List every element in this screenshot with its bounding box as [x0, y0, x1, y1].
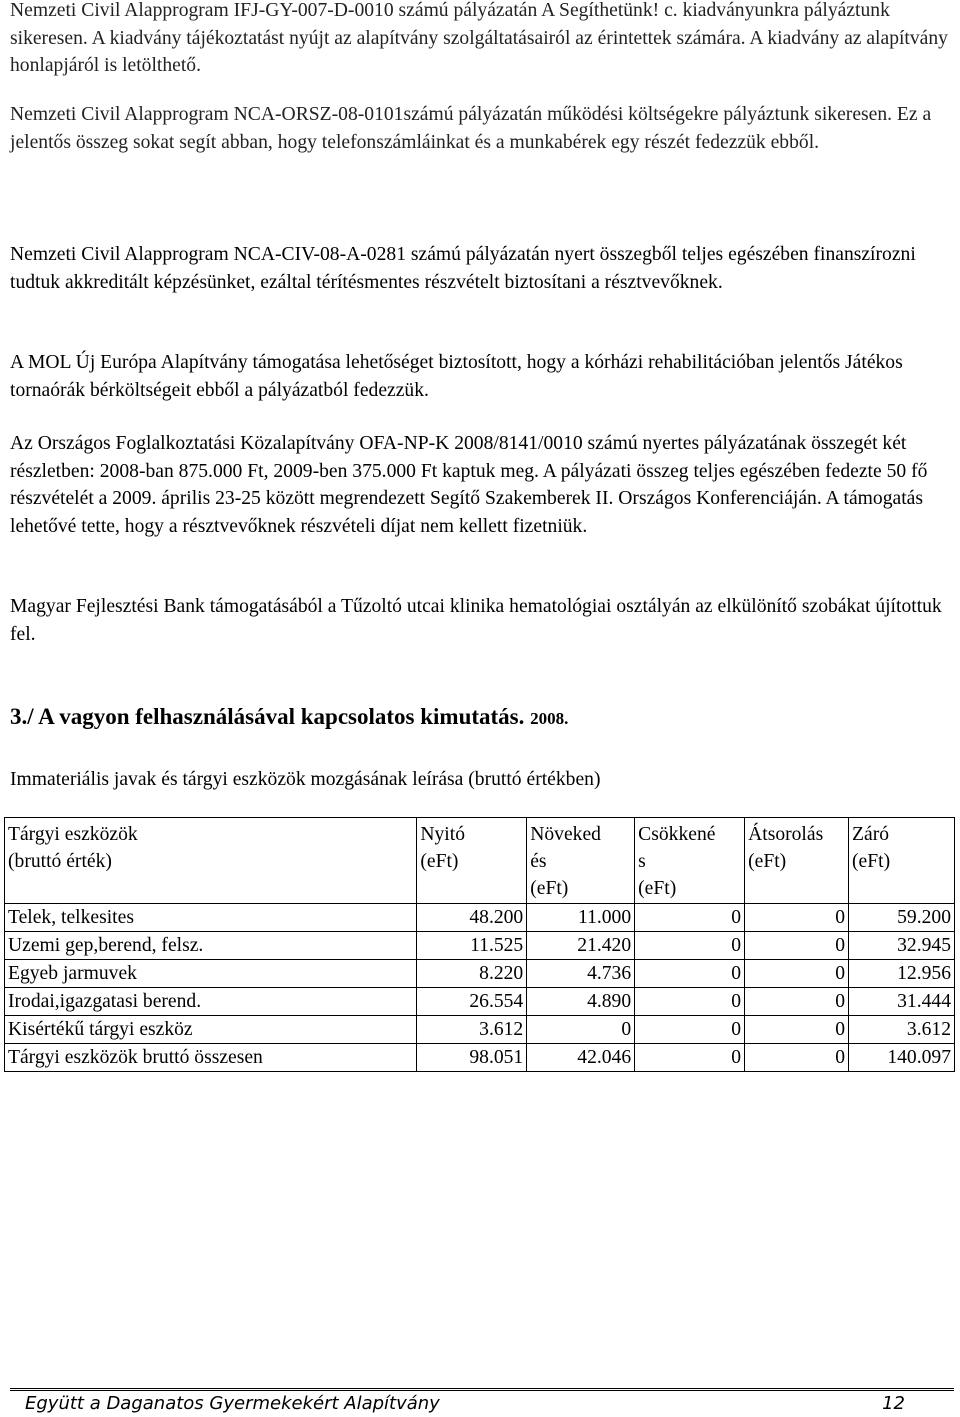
cell-asset-name: Uzemi gep,berend, felsz.	[5, 932, 417, 960]
cell-asset-name: Egyeb jarmuvek	[5, 960, 417, 988]
cell-closing: 32.945	[849, 932, 955, 960]
cell-reclassification: 0	[745, 1016, 849, 1044]
cell-decrease: 0	[635, 1016, 745, 1044]
section-subtitle: Immateriális javak és tárgyi eszközök mozgásának leírása (bruttó értékben)	[10, 769, 601, 790]
cell-increase: 0	[527, 1016, 635, 1044]
asset-movement-table	[4, 817, 955, 1072]
cell-closing: 31.444	[849, 988, 955, 1016]
cell-increase: 42.046	[527, 1044, 635, 1072]
cell-opening: 3.612	[417, 1016, 527, 1044]
cell-asset-name: Irodai,igazgatasi berend.	[5, 988, 417, 1016]
cell-opening: 8.220	[417, 960, 527, 988]
table-row	[5, 932, 955, 960]
cell-increase: 4.890	[527, 988, 635, 1016]
header-reclassification: Átsorolás (eFt)	[745, 818, 849, 904]
cell-decrease: 0	[635, 960, 745, 988]
paragraph-mfb-support: Magyar Fejlesztési Bank támogatásából a Tűzoltó utcai klinika hematológiai osztályán az elkülönítő szobákat újítottuk fel.	[10, 596, 942, 645]
cell-closing: 3.612	[849, 1016, 955, 1044]
cell-decrease: 0	[635, 904, 745, 932]
table-row	[5, 988, 955, 1016]
table-row	[5, 1016, 955, 1044]
paragraph-publication-grant: Nemzeti Civil Alapprogram IFJ-GY-007-D-0010 számú pályázatán A Segíthetünk! c. kiadványunkra pályáztunk sikeresen. A kiadvány tájékoztatást nyújt az alapítvány szolgáltatásairól az érintettek számára. A kiadvány az alapítvány honlapjáról is letölthető.	[10, 0, 948, 76]
cell-reclassification: 0	[745, 904, 849, 932]
cell-decrease: 0	[635, 1044, 745, 1072]
footer-page-number: 12	[882, 1393, 905, 1414]
cell-reclassification: 0	[745, 988, 849, 1016]
cell-increase: 11.000	[527, 904, 635, 932]
cell-asset-name: Telek, telkesites	[5, 904, 417, 932]
cell-asset-name: Kisértékű tárgyi eszköz	[5, 1016, 417, 1044]
cell-decrease: 0	[635, 988, 745, 1016]
header-closing: Záró (eFt)	[849, 818, 955, 904]
paragraph-operating-costs-grant: Nemzeti Civil Alapprogram NCA-ORSZ-08-0101számú pályázatán működési költségekre pályáztunk sikeresen. Ez a jelentős összeg sokat segít abban, hogy telefonszámláinkat és a munkabérek egy részét fedezzük ebből.	[10, 104, 932, 153]
table-row	[5, 960, 955, 988]
cell-asset-name: Tárgyi eszközök bruttó összesen	[5, 1044, 417, 1072]
table-row	[5, 904, 955, 932]
section-heading-text: 3./ A vagyon felhasználásával kapcsolatos kimutatás.	[10, 704, 525, 729]
cell-reclassification: 0	[745, 1044, 849, 1072]
table-header-row	[5, 818, 955, 904]
cell-decrease: 0	[635, 932, 745, 960]
cell-closing: 12.956	[849, 960, 955, 988]
cell-opening: 98.051	[417, 1044, 527, 1072]
cell-reclassification: 0	[745, 932, 849, 960]
cell-opening: 48.200	[417, 904, 527, 932]
cell-closing: 59.200	[849, 904, 955, 932]
section-heading	[10, 702, 568, 734]
paragraph-training-grant: Nemzeti Civil Alapprogram NCA-CIV-08-A-0281 számú pályázatán nyert összegből teljes egészében finanszírozni tudtuk akkreditált képzésünket, ezáltal térítésmentes részvételt biztosítani a résztvevőknek.	[10, 244, 916, 293]
cell-opening: 26.554	[417, 988, 527, 1016]
header-opening: Nyitó (eFt)	[417, 818, 527, 904]
cell-opening: 11.525	[417, 932, 527, 960]
footer-divider	[10, 1388, 954, 1391]
header-increase: Növeked és (eFt)	[527, 818, 635, 904]
footer-organization: Együtt a Daganatos Gyermekekért Alapítvány	[25, 1393, 440, 1414]
section-year: 2008.	[530, 709, 569, 728]
cell-reclassification: 0	[745, 960, 849, 988]
header-asset: Tárgyi eszközök (bruttó érték)	[5, 818, 417, 904]
header-decrease: Csökkené s (eFt)	[635, 818, 745, 904]
cell-closing: 140.097	[849, 1044, 955, 1072]
cell-increase: 4.736	[527, 960, 635, 988]
cell-increase: 21.420	[527, 932, 635, 960]
paragraph-ofa-grant: Az Országos Foglalkoztatási Közalapítvány OFA-NP-K 2008/8141/0010 számú nyertes pályázatának összegét két részletben: 2008-ban 875.000 Ft, 2009-ben 375.000 Ft kaptuk meg. A pályázati összeg teljes egészében fedezte 50 fő részvételét a 2009. április 23-25 között megrendezett Segítő Szakemberek II. Országos Konferenciáján. A támogatás lehetővé tette, hogy a résztvevőknek részvételi díjat nem kellett fizetniük.	[10, 433, 928, 537]
table-total-row	[5, 1044, 955, 1072]
paragraph-mol-foundation: A MOL Új Európa Alapítvány támogatása lehetőséget biztosított, hogy a kórházi rehabilitációban jelentős Játékos tornaórák bérköltségeit ebből a pályázatból fedezzük.	[10, 352, 903, 401]
